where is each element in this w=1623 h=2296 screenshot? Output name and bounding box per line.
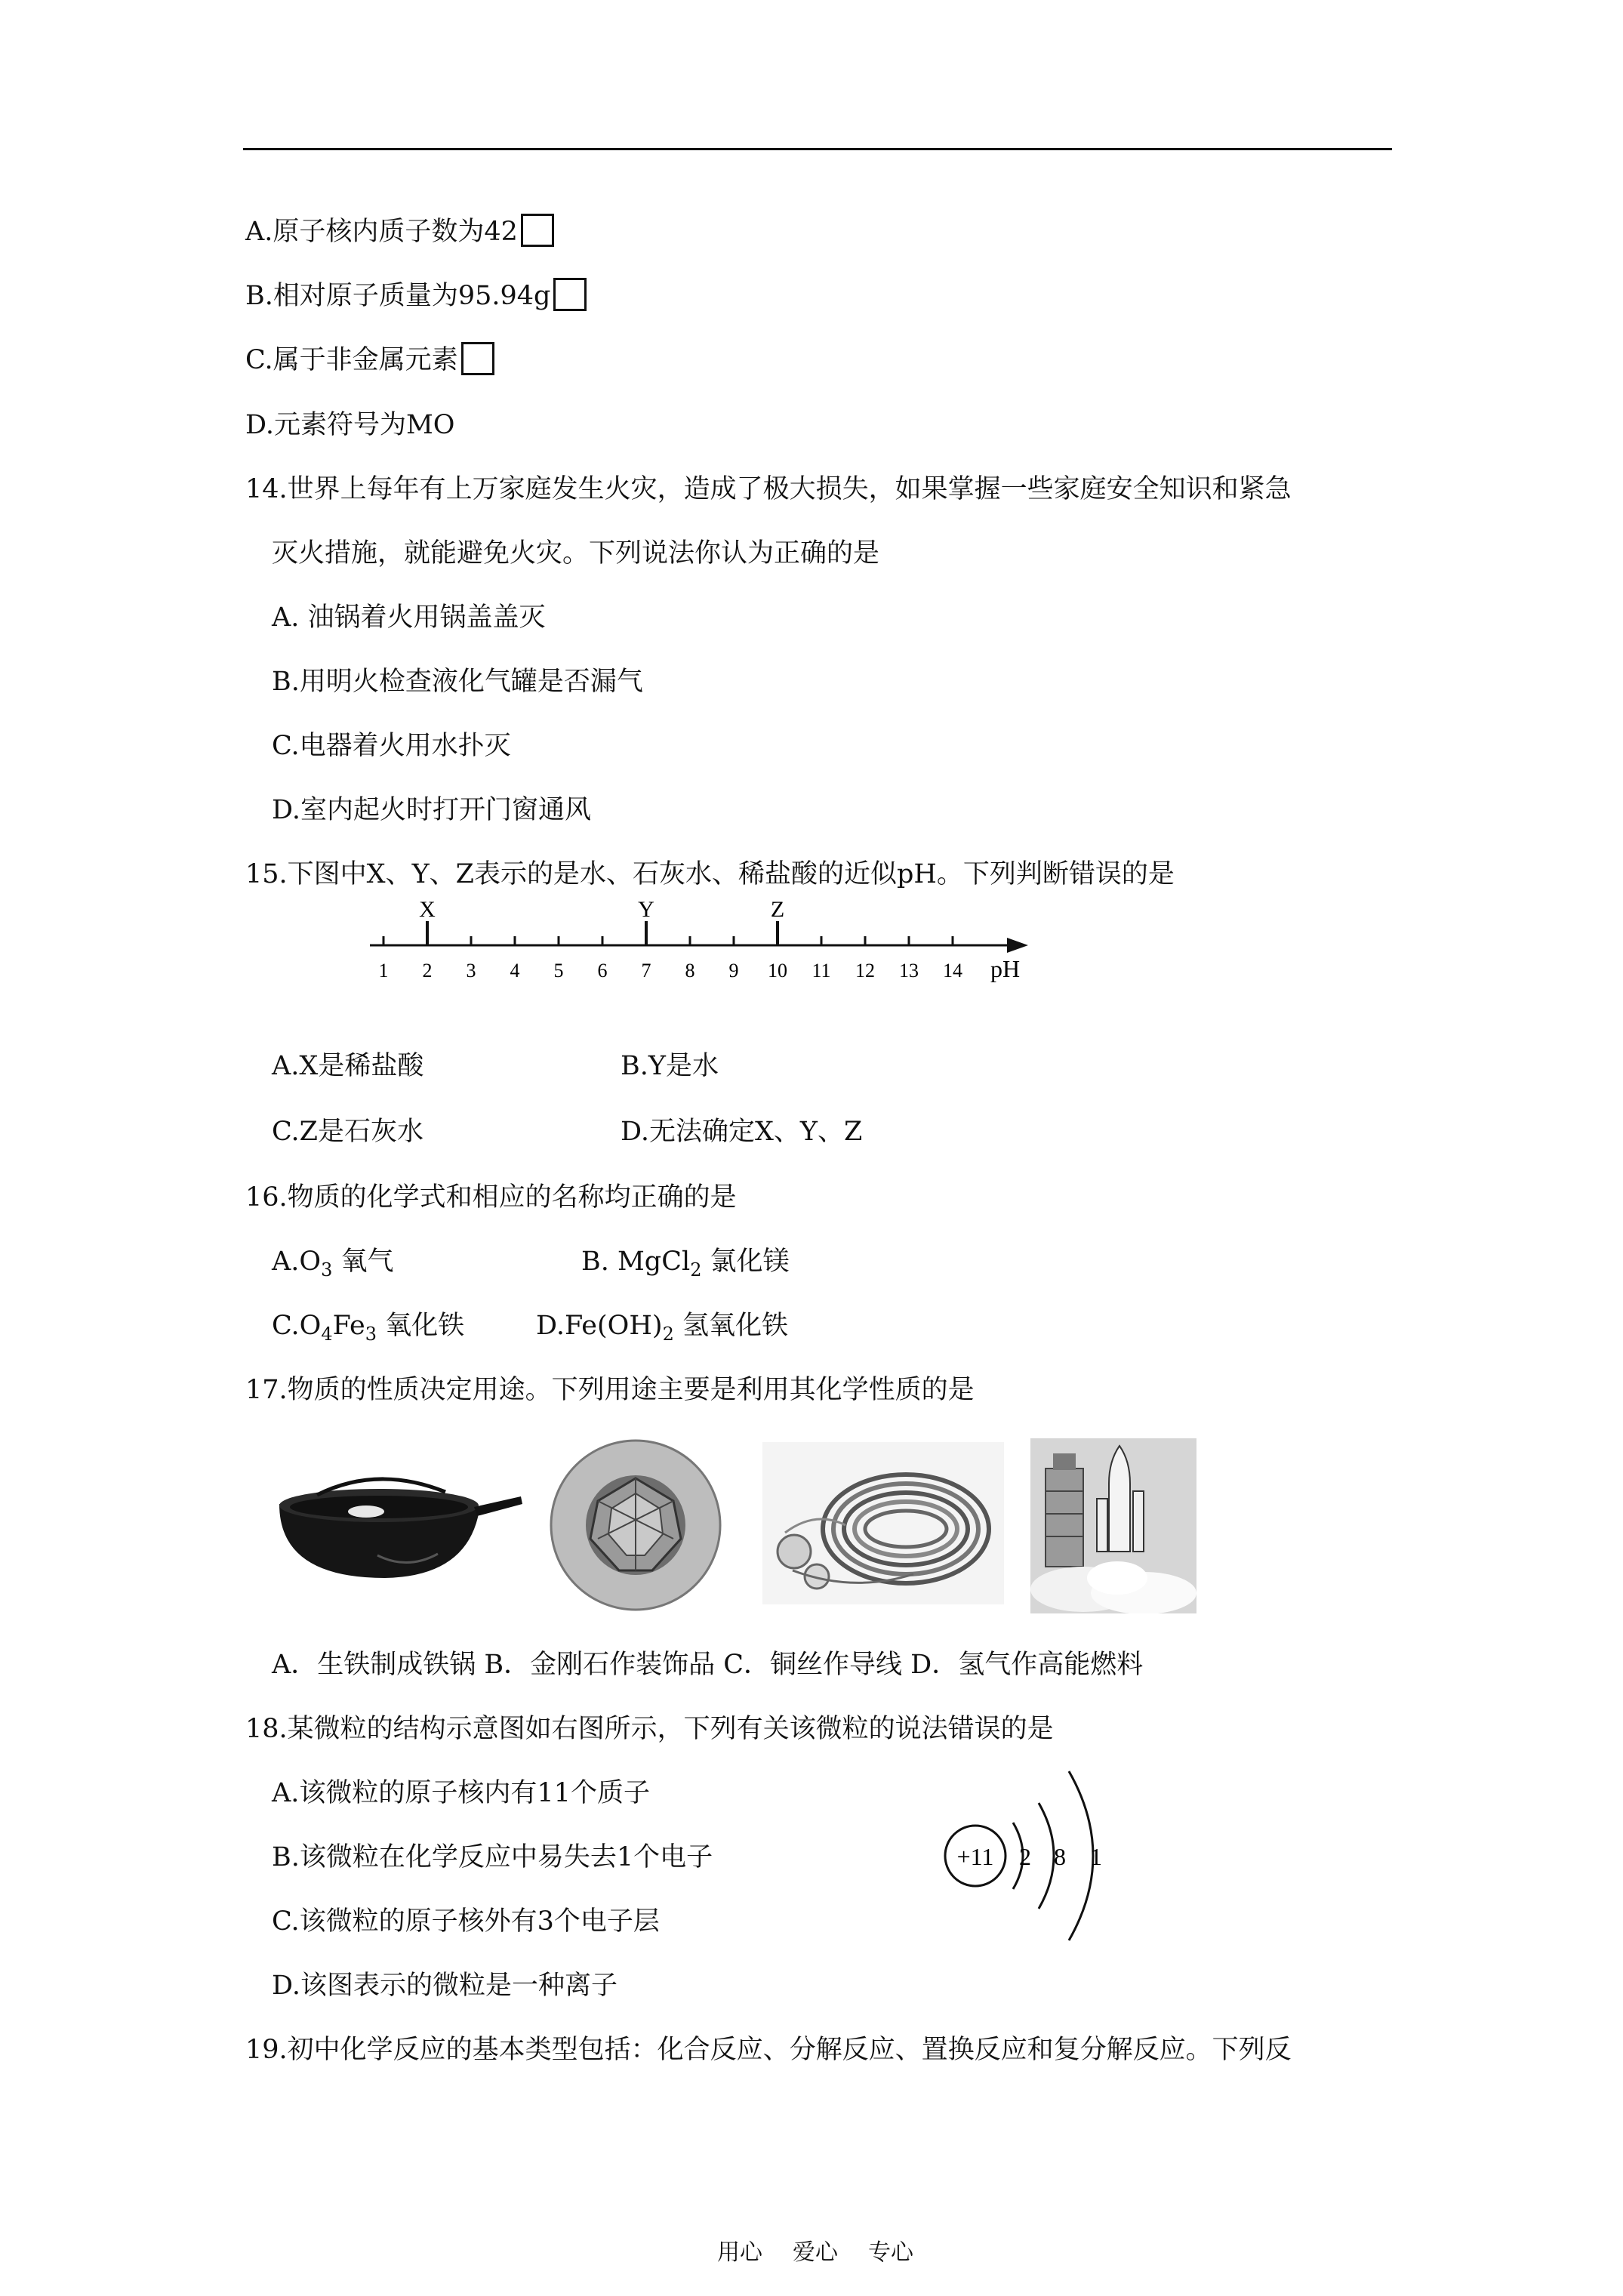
page-footer (717, 2233, 944, 2267)
footer-word: 用心 (717, 2239, 762, 2266)
shell-2-count: 8 (1054, 1843, 1066, 1870)
q14-stem-line2: 灭火措施，就能避免火灾。下列说法你认为正确的是 (272, 538, 880, 569)
q19-stem-line1: 19.初中化学反应的基本类型包括：化合反应、分解反应、置换反应和复分解反应。下列反 (245, 2035, 1292, 2065)
ph-tick-label: 8 (685, 960, 695, 982)
q14-option-d: D.室内起火时打开门窗通风 (272, 795, 591, 825)
ph-tick-label: 1 (378, 960, 389, 982)
q15-option-a: A.X是稀盐酸 (272, 1051, 424, 1081)
answer-box[interactable] (553, 278, 587, 311)
shell-1-count: 2 (1019, 1843, 1031, 1870)
q15-option-d: D.无法确定X、Y、Z (621, 1117, 863, 1147)
shell-3-count: 1 (1090, 1843, 1102, 1870)
q17-options: A．生铁制成铁锅 B．金刚石作装饰品 C．铜丝作导线 D．氢气作高能燃料 (272, 1650, 1144, 1680)
q17-stem: 17.物质的性质决定用途。下列用途主要是利用其化学性质的是 (245, 1375, 975, 1405)
ph-tick-label: 6 (597, 960, 608, 982)
ph-tick-label: 14 (943, 960, 962, 982)
q13-option-c: C.属于非金属元素 (245, 344, 494, 378)
q18-option-b: B.该微粒在化学反应中易失去1个电子 (272, 1842, 713, 1872)
ph-tick-label: 10 (768, 960, 787, 982)
q14-option-b: B.用明火检查液化气罐是否漏气 (272, 667, 643, 697)
ph-tick-label: 5 (553, 960, 564, 982)
wok-icon (272, 1457, 525, 1586)
q18-option-d: D.该图表示的微粒是一种离子 (272, 1971, 617, 2001)
diamond-icon (545, 1435, 726, 1616)
ph-axis-arrow (1007, 938, 1028, 953)
q18-stem: 18.某微粒的结构示意图如右图所示，下列有关该微粒的说法错误的是 (245, 1714, 1054, 1744)
ph-tick-label: 2 (422, 960, 433, 982)
q14-stem-line1: 14.世界上每年有上万家庭发生火灾，造成了极大损失，如果掌握一些家庭安全知识和紧急 (245, 474, 1292, 504)
ph-tick-label: 12 (855, 960, 875, 982)
ph-tick-label: 3 (466, 960, 476, 982)
ph-tick-label: 11 (812, 960, 831, 982)
ph-marker-label: Y (638, 898, 654, 922)
answer-box[interactable] (521, 214, 554, 247)
atom-structure-diagram (936, 1759, 1132, 1955)
q14-option-a: A. 油锅着火用锅盖盖灭 (272, 603, 546, 633)
q16-option-a: $A.O_3$ 氧气 (272, 1247, 394, 1281)
q16-stem: 16.物质的化学式和相应的名称均正确的是 (245, 1182, 737, 1213)
ph-marker-label: X (419, 898, 436, 922)
q13-option-b: B.相对原子质量为95.94g (245, 279, 587, 314)
ph-tick-label: 13 (899, 960, 919, 982)
answer-box[interactable] (461, 342, 494, 375)
q18-option-a: A.该微粒的原子核内有11个质子 (272, 1778, 650, 1808)
ph-marker-label: Z (770, 898, 785, 922)
rocket-launch-icon (1030, 1438, 1196, 1613)
footer-word: 专心 (868, 2239, 913, 2266)
ph-scale-diagram (355, 898, 1034, 997)
q14-option-c: C.电器着火用水扑灭 (272, 731, 511, 761)
q18-option-c: C.该微粒的原子核外有3个电子层 (272, 1906, 660, 1937)
q15-option-c: C.Z是石灰水 (272, 1117, 423, 1147)
q15-stem: 15.下图中X、Y、Z表示的是水、石灰水、稀盐酸的近似pH。下列判断错误的是 (245, 859, 1175, 889)
copper-wire-icon (762, 1442, 1004, 1604)
q16-option-c: $C.O_4Fe_3$ 氧化铁 (272, 1311, 465, 1345)
q13-option-d: D.元素符号为MO (245, 410, 455, 440)
ph-unit-label: pH (990, 955, 1021, 982)
q16-option-b: B. MgCl$_2$ 氯化镁 (581, 1247, 790, 1281)
ph-tick-label: 9 (728, 960, 739, 982)
footer-word: 爱心 (793, 2239, 838, 2266)
nucleus-charge: +11 (956, 1843, 994, 1870)
header-rule (243, 148, 1392, 150)
q16-option-d: $D.Fe(OH)_2$ 氢氧化铁 (536, 1311, 788, 1345)
electron-shell-2 (1039, 1803, 1054, 1909)
q13-option-a: A.原子核内质子数为42 (245, 215, 554, 250)
ph-tick-label: 4 (510, 960, 520, 982)
ph-tick-label: 7 (641, 960, 651, 982)
q15-option-b: B.Y是水 (621, 1051, 719, 1081)
